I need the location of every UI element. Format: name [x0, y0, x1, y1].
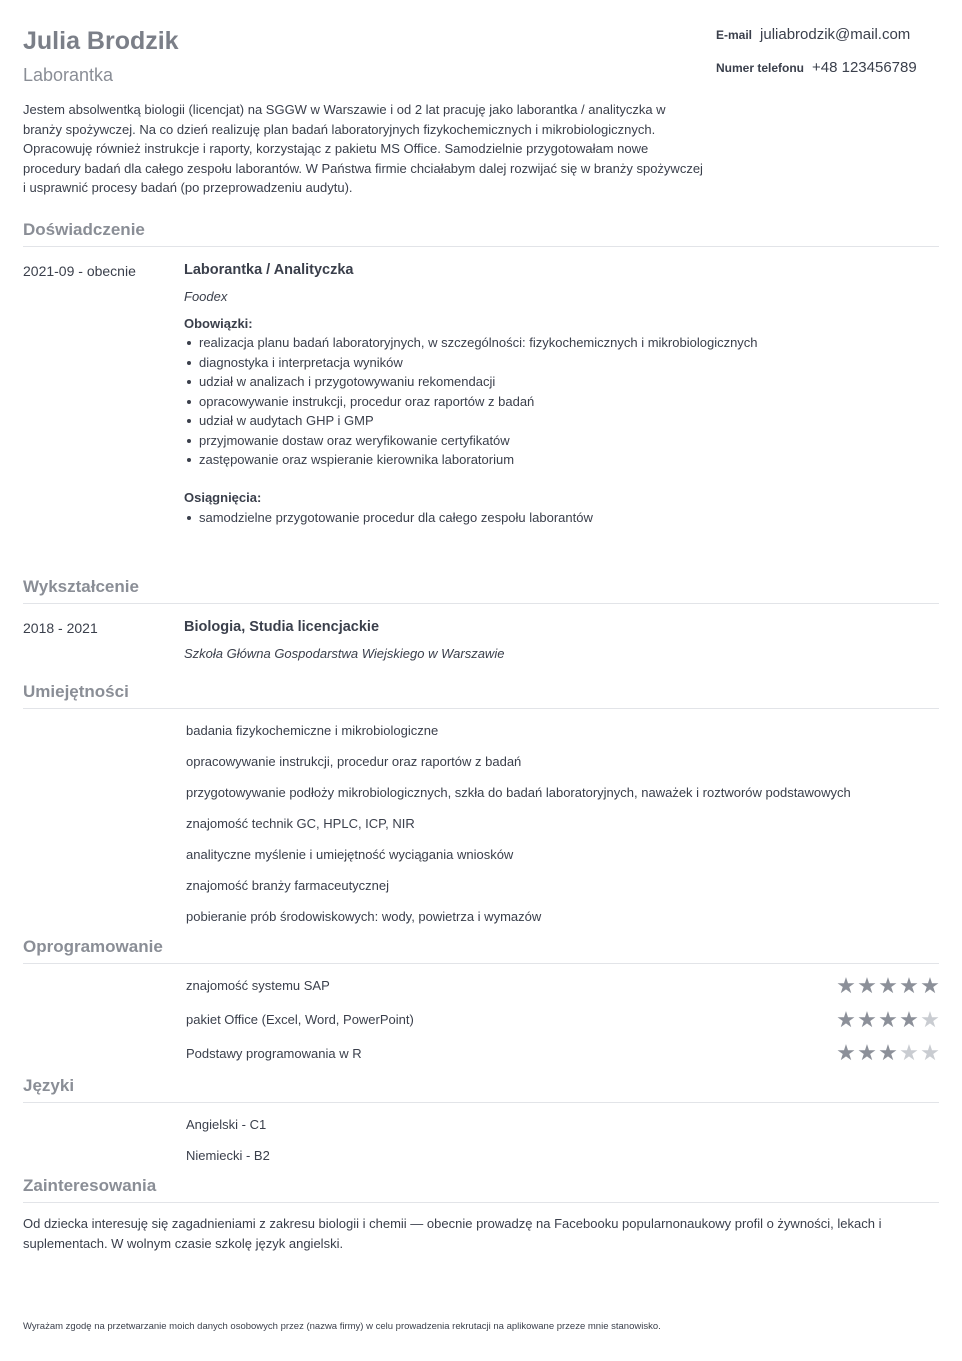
- skill-item: analityczne myślenie i umiejętność wyciągania wniosków: [186, 847, 514, 862]
- list-item: zastępowanie oraz wspieranie kierownika laboratorium: [184, 450, 758, 470]
- star-filled-icon: ★: [899, 973, 919, 998]
- star-filled-icon: ★: [920, 973, 940, 998]
- gdpr-consent: Wyrażam zgodę na przetwarzanie moich danych osobowych przez (nazwa firmy) w celu prowadzenia rekrutacji na aplikowane przeze mnie stanowisko.: [23, 1321, 661, 1332]
- candidate-name: Julia Brodzik: [23, 27, 179, 55]
- skills-heading: Umiejętności: [23, 682, 129, 701]
- software-item: Podstawy programowania w R: [186, 1046, 362, 1061]
- profile-summary: Jestem absolwentką biologii (licencjat) na SGGW w Warszawie i od 2 lat pracuję jako laborantka / analityczka w branży spożywczej. Na co dzień realizuję plan badań laboratoryjnych fizykochemicznych i mikrobiologicznych. Opracowuję również instrukcje i raporty, korzystając z pakietu MS Office. Samodzielnie przygotowałam nowe procedury badań dla całego zespołu laborantów. W Państwa firmie chciałabym dalej rozwijać się w branży spożywczej i usprawnić procesy badań (po przeprowadzeniu audytu).: [23, 102, 703, 195]
- contact-phone: [716, 59, 946, 76]
- interests-divider: [23, 1202, 939, 1203]
- list-item: diagnostyka i interpretacja wyników: [184, 353, 758, 373]
- email-value: juliabrodzik@mail.com: [760, 26, 911, 43]
- experience-heading: Doświadczenie: [23, 220, 145, 239]
- education-divider: [23, 603, 939, 604]
- rating-stars: [836, 973, 940, 998]
- experience-position: Laborantka / Analityczka: [184, 262, 354, 278]
- interests-text: Od dziecka interesuję się zagadnieniami z zakresu biologii i chemii — obecnie prowadzę na Facebooku popularnonaukowy profil o żywności, lekach i suplementach. W wolnym czasie szkolę język angielski.: [23, 1216, 882, 1251]
- star-filled-icon: ★: [878, 973, 898, 998]
- phone-value: +48 123456789: [812, 59, 917, 76]
- list-item: realizacja planu badań laboratoryjnych, w szczególności: fizykochemicznych i mikrobiologicznych: [184, 333, 758, 353]
- star-empty-icon: ★: [920, 1007, 940, 1032]
- star-filled-icon: ★: [836, 1040, 856, 1065]
- software-heading: Oprogramowanie: [23, 937, 163, 956]
- achievements-label: Osiągnięcia:: [184, 490, 262, 505]
- software-item: pakiet Office (Excel, Word, PowerPoint): [186, 1012, 414, 1027]
- skills-divider: [23, 708, 939, 709]
- contact-email: [716, 26, 946, 43]
- achievements-list: [184, 508, 593, 528]
- star-empty-icon: ★: [899, 1040, 919, 1065]
- star-filled-icon: ★: [878, 1007, 898, 1032]
- language-item: Angielski - C1: [186, 1117, 267, 1132]
- experience-date: 2021-09 - obecnie: [23, 263, 136, 279]
- rating-stars: [836, 1040, 940, 1065]
- duties-list: [184, 333, 758, 470]
- star-filled-icon: ★: [857, 1007, 877, 1032]
- list-item: opracowywanie instrukcji, procedur oraz raportów z badań: [184, 392, 758, 412]
- education-degree: Biologia, Studia licencjackie: [184, 619, 380, 635]
- skill-item: znajomość technik GC, HPLC, ICP, NIR: [186, 816, 415, 831]
- education-school: Szkoła Główna Gospodarstwa Wiejskiego w Warszawie: [184, 646, 505, 661]
- education-heading: Wykształcenie: [23, 577, 139, 596]
- languages-divider: [23, 1102, 939, 1103]
- skill-item: opracowywanie instrukcji, procedur oraz raportów z badań: [186, 754, 522, 769]
- languages-heading: Języki: [23, 1076, 75, 1095]
- list-item: udział w audytach GHP i GMP: [184, 411, 758, 431]
- phone-label: Numer telefonu: [716, 61, 805, 75]
- star-filled-icon: ★: [878, 1040, 898, 1065]
- language-item: Niemiecki - B2: [186, 1148, 270, 1163]
- candidate-title: Laborantka: [23, 65, 114, 85]
- education-date: 2018 - 2021: [23, 620, 98, 636]
- list-item: udział w analizach i przygotowywaniu rekomendacji: [184, 372, 758, 392]
- software-item: znajomość systemu SAP: [186, 978, 330, 993]
- star-filled-icon: ★: [836, 973, 856, 998]
- list-item: przyjmowanie dostaw oraz weryfikowanie certyfikatów: [184, 431, 758, 451]
- list-item: samodzielne przygotowanie procedur dla całego zespołu laborantów: [184, 508, 593, 528]
- skill-item: przygotowywanie podłoży mikrobiologicznych, szkła do badań laboratoryjnych, naważek i roztworów podstawowych: [186, 785, 851, 800]
- star-filled-icon: ★: [836, 1007, 856, 1032]
- skill-item: badania fizykochemiczne i mikrobiologiczne: [186, 723, 439, 738]
- experience-divider: [23, 246, 939, 247]
- rating-stars: [836, 1007, 940, 1032]
- skill-item: pobieranie prób środowiskowych: wody, powietrza i wymazów: [186, 909, 542, 924]
- experience-company: Foodex: [184, 289, 228, 304]
- star-filled-icon: ★: [899, 1007, 919, 1032]
- skill-item: znajomość branży farmaceutycznej: [186, 878, 390, 893]
- software-divider: [23, 963, 939, 964]
- star-filled-icon: ★: [857, 973, 877, 998]
- duties-label: Obowiązki:: [184, 316, 253, 331]
- star-empty-icon: ★: [920, 1040, 940, 1065]
- star-filled-icon: ★: [857, 1040, 877, 1065]
- email-label: E-mail: [716, 28, 753, 42]
- interests-heading: Zainteresowania: [23, 1176, 157, 1195]
